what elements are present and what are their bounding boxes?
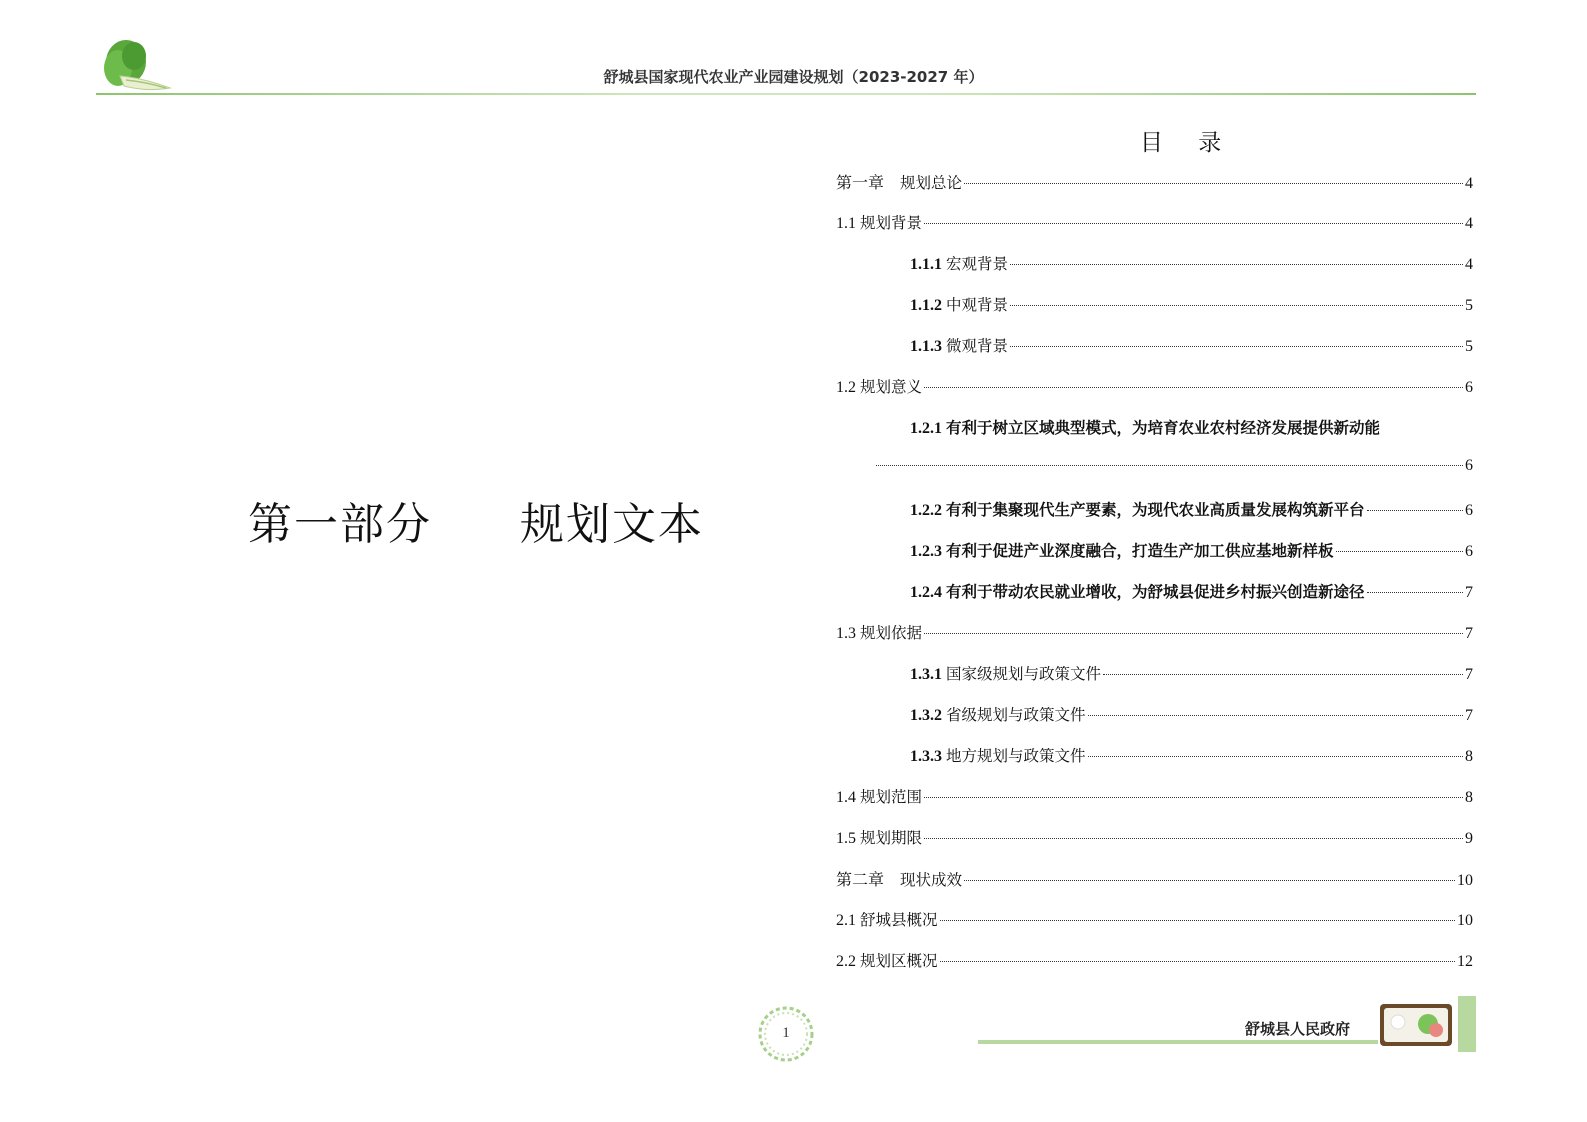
toc-entry-title: 省级规划与政策文件 [946,706,1086,724]
toc-leader-dots [876,465,1463,466]
toc-entry[interactable] [836,170,1473,192]
toc-entry[interactable] [836,621,1473,643]
toc-entry-number: 第二章 [836,870,901,889]
toc-entry-number: 1.3 [836,625,860,642]
toc-entry-title: 国家级规划与政策文件 [946,665,1102,683]
toc-leader-dots [924,797,1463,798]
toc-entry-title: 有利于带动农民就业增收，为舒城县促进乡村振兴创造新途径 [946,583,1365,601]
toc-entry[interactable] [836,867,1473,889]
toc-entry-page: 6 [1465,543,1473,560]
toc-entry-number: 1.3.2 [910,707,946,724]
toc-entry-number: 1.1.3 [910,338,946,355]
toc-entry-title: 规划意义 [860,378,923,396]
part-title [248,488,704,552]
toc-entry-title: 规划依据 [860,624,923,642]
toc-entry-number: 1.3.3 [910,748,946,765]
toc-entry[interactable] [910,744,1473,766]
toc-entry-page: 4 [1465,215,1473,232]
toc-leader-dots [964,183,1463,184]
toc-entry-title: 规划背景 [860,214,923,232]
toc-leader-dots [1103,674,1463,675]
toc-leader-dots [940,920,1455,921]
toc-entry[interactable] [910,662,1473,684]
toc-entry-page: 4 [1465,256,1473,273]
toc-entry-title: 舒城县概况 [860,911,938,929]
footer-organization: 舒城县人民政府 [1245,1020,1351,1038]
toc-entry-page: 7 [1465,584,1473,601]
toc-entry-page: 9 [1465,830,1473,847]
toc-entry-number: 1.1.1 [910,256,946,273]
toc-leader-dots [1010,305,1463,306]
toc-leader-dots [940,961,1455,962]
toc-entry[interactable] [836,908,1473,930]
toc-entry-title: 有利于集聚现代生产要素，为现代农业高质量发展构筑新平台 [946,501,1365,519]
toc-leader-dots [964,880,1455,881]
toc-entry-number: 2.2 [836,953,860,970]
toc-entry-number: 1.2.4 [910,584,946,601]
toc-entry-page: 8 [1465,748,1473,765]
toc-entry-number: 1.2.1 [910,420,946,437]
toc-entry-title: 有利于树立区域典型模式，为培育农业农村经济发展提供新动能 [946,419,1381,437]
page-number: 1 [782,1025,790,1041]
toc-leader-dots [1088,715,1463,716]
toc-entry-title: 微观背景 [946,337,1009,355]
toc-entry[interactable] [836,375,1473,397]
toc-entry-page: 7 [1465,625,1473,642]
toc-entry[interactable] [836,826,1473,848]
toc-entry[interactable] [836,949,1473,971]
toc-entry-page: 5 [1465,338,1473,355]
toc-entry-page: 12 [1457,953,1473,970]
toc-leader-dots [1367,510,1463,511]
toc-entry-page: 10 [1457,872,1473,889]
toc-heading: 目 录 [1140,130,1236,156]
footer-accent-bar [1458,996,1476,1052]
toc-entry-page: 7 [1465,707,1473,724]
toc-entry-page: 6 [1465,379,1473,396]
toc-entry[interactable] [910,293,1473,315]
toc-entry[interactable] [910,416,1473,438]
toc-entry-page: 6 [1465,457,1473,474]
toc-entry-title: 规划范围 [860,788,923,806]
toc-entry-title: 规划区概况 [860,952,938,970]
toc-leader-dots [924,387,1463,388]
toc-entry[interactable] [910,703,1473,725]
toc-entry-number: 1.4 [836,789,860,806]
toc-entry-page: 5 [1465,297,1473,314]
toc-entry-page: 4 [1465,175,1473,192]
toc-entry-page: 10 [1457,912,1473,929]
toc-entry[interactable] [910,580,1473,602]
toc-leader-dots [924,223,1463,224]
part-title-name: 规划文本 [520,499,704,550]
part-title-number: 第一部分 [248,499,432,550]
toc-entry-number: 1.2.3 [910,543,946,560]
toc-entry[interactable] [910,498,1473,520]
document-header-title: 舒城县国家现代农业产业园建设规划（2023-2027 年） [603,68,984,86]
toc-entry-title: 宏观背景 [946,255,1009,273]
toc-entry-title: 规划期限 [860,829,923,847]
toc-entry-number: 2.1 [836,912,860,929]
toc-entry-number: 1.2.2 [910,502,946,519]
toc-leader-dots [1336,551,1463,552]
toc-entry-continuation[interactable] [876,457,1473,479]
toc-leader-dots [1010,264,1463,265]
toc-entry-title: 现状成效 [900,871,963,889]
toc-entry-title: 规划总论 [900,174,963,192]
toc-entry-number: 1.1 [836,215,860,232]
toc-entry[interactable] [910,334,1473,356]
toc-entry[interactable] [836,785,1473,807]
header-divider [96,93,1476,95]
toc-entry[interactable] [910,539,1473,561]
toc-entry-number: 1.5 [836,830,860,847]
toc-leader-dots [1367,592,1463,593]
toc-entry-title: 有利于促进产业深度融合，打造生产加工供应基地新样板 [946,542,1334,560]
toc-leader-dots [924,633,1463,634]
toc-entry-title: 地方规划与政策文件 [946,747,1086,765]
toc-entry[interactable] [836,211,1473,233]
toc-entry-title: 中观背景 [946,296,1009,314]
footer-divider [978,1040,1378,1044]
toc-entry-number: 第一章 [836,173,901,192]
toc-entry-number: 1.1.2 [910,297,946,314]
toc-entry-page: 8 [1465,789,1473,806]
toc-entry-number: 1.3.1 [910,666,946,683]
toc-entry-page: 6 [1465,502,1473,519]
toc-leader-dots [1010,346,1463,347]
food-plate-icon [1378,1002,1454,1048]
toc-leader-dots [1088,756,1463,757]
toc-leader-dots [924,838,1463,839]
toc-entry-number: 1.2 [836,379,860,396]
toc-entry[interactable] [910,252,1473,274]
toc-entry-page: 7 [1465,666,1473,683]
